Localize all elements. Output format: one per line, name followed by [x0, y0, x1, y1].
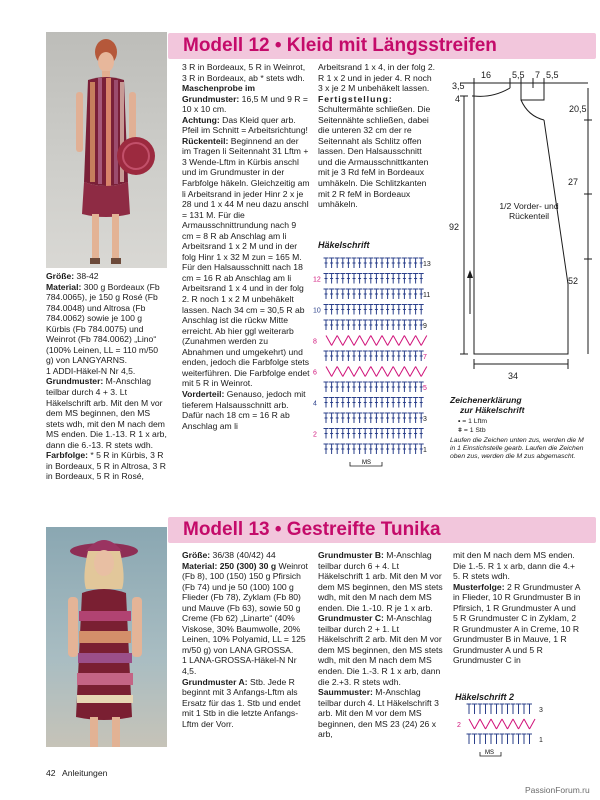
gauge-text: 16,5 M und 9 R = 10 x 10 cm. — [182, 93, 308, 115]
size-value: 38-42 — [74, 271, 99, 281]
chart-row-9 — [324, 320, 424, 330]
chart-row-label-10: 10 — [313, 307, 321, 315]
attention-label: Achtung: — [182, 114, 220, 125]
m13-size-label: Größe: — [182, 550, 211, 560]
color-sequence-text: * 5 R in Kürbis, 3 R in Bordeaux, 5 R in Altrosa, 3 R in Bordeaux, 5 R in Rosé, — [46, 450, 166, 482]
chart2-row-label-2: 2 — [457, 722, 461, 729]
material-label: Material: — [46, 281, 82, 292]
base-pattern-label: Grundmuster: — [46, 376, 104, 387]
model13-column-2 — [318, 550, 444, 740]
model12-photo — [46, 32, 167, 268]
chart-row-label-8: 8 — [313, 338, 317, 346]
chart2-row-2 — [469, 719, 535, 729]
watermark: PassionForum.ru — [525, 785, 590, 795]
pattern-sequence-text: 2 R Grundmuster A in Flieder, 10 R Grundmuster B in Pfirsich, 1 R Grundmuster A und 5 R Grundmuster C in Zyklam, 2 R Grundmuster A in Creme, 10 R Grundmuster B in Mauve, 1 R Grundmuster A und 5 R Grundmuster C in — [453, 581, 581, 666]
section-name: Anleitungen — [62, 768, 108, 778]
chart-row-11 — [324, 289, 424, 299]
chart-row-2 — [324, 429, 424, 439]
pattern-c-text: M-Anschlag teilbar durch 2 + 1. Lt Häkelschrift 2 arb. Mit den M vor dem MS beginnen, den MS stets wdh, mit den M nach dem MS enden. Die 1.-3. R 1 x arb, dann die 2.+3. R stets wdh. — [318, 613, 443, 687]
dim-4: 4 — [455, 94, 461, 104]
model12-title: Modell 12 • Kleid mit Längsstreifen — [183, 35, 497, 56]
finishing-label: Fertigstellung: — [318, 93, 393, 104]
attention-text: Das Kleid quer arb. Pfeil im Schnitt = Arbeitsrichtung! — [182, 114, 308, 136]
color-sequence-label: Farbfolge: — [46, 450, 89, 461]
dim-16: 16 — [481, 70, 492, 80]
double-crochet-label: = 1 Stb — [463, 427, 486, 434]
pattern-sequence-label: Musterfolge: — [453, 581, 505, 592]
pattern-c-label: Grundmuster C: — [318, 613, 384, 624]
chart-row-label-7: 7 — [423, 354, 427, 361]
chart-row-8 — [326, 336, 427, 346]
legend-title-1: Zeichenerklärung — [450, 395, 522, 405]
size-label: Größe: — [46, 271, 75, 281]
dim-27: 27 — [568, 177, 579, 187]
legend-title-2: zur Häkelschrift — [460, 405, 525, 415]
dim-5-5-a: 5,5 — [512, 70, 525, 80]
schematic-label: 1/2 Vorder- und Rückenteil — [499, 201, 559, 221]
tunic-figure — [46, 527, 167, 747]
chart-row-label-1: 1 — [423, 447, 427, 454]
chart-row-label-11: 11 — [423, 292, 431, 299]
base-pattern-text: M-Anschlag teilbar durch 4 + 3. Lt Häkelschrift arb. Mit den M vor dem MS beginnen, den MS stets wdh, mit den M nach dem MS enden. Die 1.-13. R 1 x arb, dann die 6.-13. R stets wdh. — [46, 376, 167, 450]
chart-row-label-4: 4 — [313, 400, 317, 408]
chart-row-4 — [324, 398, 424, 408]
model12-column-3 — [318, 62, 438, 210]
model13-photo — [46, 527, 167, 747]
col2-start-text: 3 R in Bordeaux, 5 R in Weinrot, 3 R in Bordeaux, ab * stets wdh. — [182, 62, 306, 83]
dim-34: 34 — [508, 371, 519, 381]
crochet-chart-title: Häkelschrift — [318, 240, 370, 250]
chain-stitch-label: = 1 Lftm — [462, 418, 488, 425]
chart-row-label-12: 12 — [313, 276, 321, 284]
chart2-row-label-1: 1 — [539, 737, 543, 744]
needle-text: 1 ADDI-Häkel-N Nr 4,5. — [46, 365, 136, 376]
dim-3-5: 3,5 — [452, 81, 465, 91]
pattern-a-text: Stb. Jede R beginnt mit 3 Anfangs-Lftm als Ersatz für das 1. Stb und endet mit 1 Stb in die letzte Anfangs-Lftm der Vorr. — [182, 676, 301, 729]
chart-row-12 — [324, 274, 424, 284]
chart-row-label-9: 9 — [423, 323, 427, 330]
m13-size-value: 36/38 (40/42) 44 — [210, 550, 276, 560]
legend-text: Laufen die Zeichen unten zus, werden die M in 1 Einstichstelle gearb. Laufen die Zeichen oben zus, werden die M zus abgemascht. — [450, 437, 584, 461]
finishing-text: Schultermähte schließen. Die Seitennähte schließen, dabei die unteren 32 cm der re Seitennaht als Schlitz offen lassen. Den Halsausschnitt und die Armausschnittkanten mit je 3 Rd feM in Bordeaux umhäkeln. Die Schlitzkanten mit 2 R feM in Bordeaux umhäkeln. — [318, 104, 431, 210]
chart-row-label-5: 5 — [423, 385, 427, 392]
dim-7: 7 — [535, 70, 541, 80]
chart2-row-3 — [467, 704, 533, 714]
chart-row-label-6: 6 — [313, 369, 317, 377]
double-crochet-icon: ǂ — [458, 427, 462, 434]
chart-row-label-2: 2 — [313, 431, 317, 439]
model13-column-1 — [182, 550, 310, 729]
chart2-row-label-3: 3 — [539, 707, 543, 714]
m13-material-text: Weinrot (Fb 8), 100 (150) 150 g Pfirsich (Fb 74) und je 50 (100) 100 g Flieder (Fb 78), Zyklam (Fb 80) und Mauve (Fb 63), sowie 50 g Creme (Fb 62) „Linarte“ (40% Viskose, 30% Baumwolle, 20% Leinen, 10% Polyamid, LL = 125 m/50 g) von LANA GROSSA. — [182, 560, 308, 655]
chart-row-13 — [324, 258, 424, 268]
pattern-b-label: Grundmuster B: — [318, 550, 384, 560]
chart-row-1 — [324, 444, 424, 454]
legend — [450, 395, 590, 462]
model12-column-2 — [182, 62, 310, 431]
chart-row-10 — [324, 305, 424, 315]
chart-row-5 — [324, 382, 424, 392]
col3-start-text: Arbeitsrand 1 x 4, in der folg 2. R 1 x 2 und in jeder 4. R noch 3 x je 2 M unbehäkelt lassen. — [318, 62, 436, 94]
chain-stitch-icon: • — [458, 418, 461, 425]
crochet-chart-2 — [455, 702, 565, 760]
material-text: 300 g Bordeaux (Fb 784.0065), je 150 g Rosé (Fb 784.0048) und Altrosa (Fb 784.0062) sowie je 100 g Kürbis (Fb 784.0075) und Weinrot (Fb 784.0062) „Lino“ (100% Leinen, LL = 110 m/50 g) von LANGYARNS. — [46, 281, 160, 366]
pattern-a-label: Grundmuster A: — [182, 676, 248, 687]
m13-needle-text: 1 LANA-GROSSA-Häkel-N Nr 4,5. — [182, 655, 297, 677]
chart-row-label-3: 3 — [423, 416, 427, 423]
model13-column-3 — [453, 550, 581, 666]
chart-row-7 — [324, 351, 424, 361]
chart2-row-1 — [467, 734, 533, 744]
dress-figure — [46, 32, 167, 268]
pattern-b-text: M-Anschlag teilbar durch 6 + 4. Lt Häkelschrift 1 arb. Mit den M vor dem MS beginnen, den MS stets wdh, mit den M nach dem MS enden. Die 1.-10. R je 1 x arb. — [318, 550, 443, 613]
chart-row-3 — [324, 413, 424, 423]
page-number: 42 — [46, 768, 56, 778]
dim-52: 52 — [568, 276, 579, 286]
chart-row-label-13: 13 — [423, 261, 431, 268]
gauge-label: Maschenprobe im Grundmuster: — [182, 83, 256, 104]
pattern-schematic — [448, 64, 598, 404]
back-text: Beginnend an der im Tragen li Seitennaht 31 Lftm + 3 Wende-Lftm in Kürbis anschl und im Grundmuster in der Farbfolge häkeln. Gleichzeitig am li Arbeitsrand in jeder Hinr 2 x je 28 und 1 x 44 M neu dazu anschl = 131 M. Für die Armausschnittrundung nach 9 cm = 8 R ab Anschlag am li Arbeitsrand 1 x 2 M und in der folg Hinr 1 x 32 M zun = 165 M. Für den Halsausschnitt nach 18 cm = 16 R ab Anschlag am li Arbeitsrand 1 x 4 und in der folg 2. R noch 1 x 2 M unbehäkelt lassen. Nach 34 cm = 30,5 R ab Anschlag ist die rückw Mitte erreicht. Ab hier ggl weiterarb (Zunahmen werden zu Abnahmen und umgekehrt) und enden, jedoch die Farbfolge stets weiterführen. Die Farbfolge endet mit 5 R in Weinrot. — [182, 135, 310, 389]
ms-label: MS — [362, 460, 371, 466]
model13-title: Modell 13 • Gestreifte Tunika — [183, 519, 441, 540]
dim-20-5: 20,5 — [569, 104, 587, 114]
hem-pattern-label: Saummuster: — [318, 687, 373, 698]
m13-col3-start-text: mit den M nach dem MS enden. Die 1.-5. R 1 x arb, dann die 4.+ 5. R stets wdh. — [453, 550, 576, 582]
model12-column-1 — [46, 271, 167, 482]
front-text: Genauso, jedoch mit tieferem Halsausschnitt arb. Dafür nach 18 cm = 16 R ab Anschlag am li — [182, 388, 306, 431]
hem-pattern-text: M-Anschlag teilbar durch 4. Lt Häkelschrift 3 arb. Mit den M vor dem MS beginnen, den MS 23 (24) 26 x arb, — [318, 687, 439, 740]
dim-5-5-b: 5,5 — [546, 70, 559, 80]
ms-label-2: MS — [485, 750, 494, 756]
back-label: Rückenteil: — [182, 135, 229, 146]
front-label: Vorderteil: — [182, 388, 225, 399]
m13-material-label: Material: 250 (300) 30 g — [182, 560, 277, 571]
crochet-chart-2-title: Häkelschrift 2 — [455, 692, 515, 702]
dim-92: 92 — [449, 222, 460, 232]
crochet-chart — [312, 250, 432, 472]
chart-row-6 — [326, 367, 427, 377]
